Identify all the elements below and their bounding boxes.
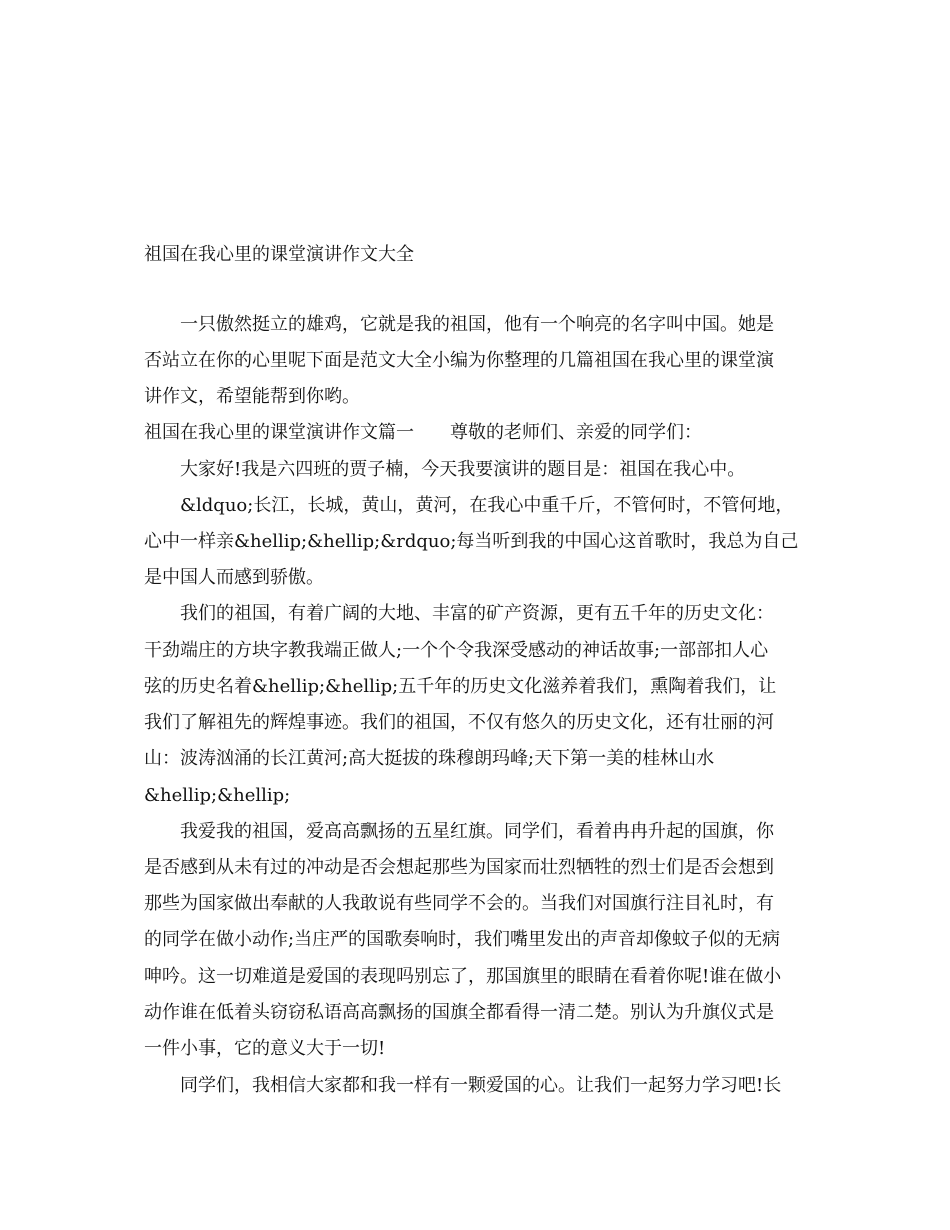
paragraph-line: 那些为国家做出奉献的人我敢说有些同学不会的。当我们对国旗行注目礼时，有 xyxy=(144,893,774,914)
section-heading: 祖国在我心里的课堂演讲作文篇一 尊敬的老师们、亲爱的同学们： xyxy=(144,422,702,443)
paragraph-line: 的同学在做小动作;当庄严的国歌奏响时，我们嘴里发出的声音却像蚊子似的无病 xyxy=(144,929,781,950)
paragraph-line: 弦的历史名着&hellip;&hellip;五千年的历史文化滋养着我们，熏陶着我们，让 xyxy=(144,676,777,697)
paragraph-line: 一只傲然挺立的雄鸡，它就是我的祖国，他有一个响亮的名字叫中国。她是 xyxy=(180,314,774,335)
paragraph-line: 动作谁在低着头窃窃私语高高飘扬的国旗全都看得一清二楚。别认为升旗仪式是 xyxy=(144,1002,774,1023)
paragraph-line: 呻吟。这一切难道是爱国的表现吗别忘了，那国旗里的眼睛在看着你呢!谁在做小 xyxy=(144,966,782,987)
paragraph-line: 干劲端庄的方块字教我端正做人;一个个令我深受感动的神话故事;一部部扣人心 xyxy=(144,640,769,661)
paragraph-line: 山：波涛汹涌的长江黄河;高大挺拔的珠穆朗玛峰;天下第一美的桂林山水 xyxy=(144,748,715,769)
paragraph-line: 是中国人而感到骄傲。 xyxy=(144,567,324,588)
paragraph-line: 我们了解祖先的辉煌事迹。我们的祖国，不仅有悠久的历史文化，还有壮丽的河 xyxy=(144,712,774,733)
paragraph-line: 讲作文，希望能帮到你哟。 xyxy=(144,386,360,407)
paragraph-line: 心中一样亲&hellip;&hellip;&rdquo;每当听到我的中国心这首歌时，我总为自己 xyxy=(144,531,799,552)
paragraph-line: &ldquo;长江，长城，黄山，黄河，在我心中重千斤，不管何时，不管何地， xyxy=(180,495,794,516)
paragraph-line: 我们的祖国，有着广阔的大地、丰富的矿产资源，更有五千年的历史文化： xyxy=(180,603,774,624)
paragraph-line: 我爱我的祖国，爱高高飘扬的五星红旗。同学们，看着冉冉升起的国旗，你 xyxy=(180,821,774,842)
paragraph-line: 否站立在你的心里呢下面是范文大全小编为你整理的几篇祖国在我心里的课堂演 xyxy=(144,350,774,371)
paragraph-line: &hellip;&hellip; xyxy=(144,785,291,806)
document-title: 祖国在我心里的课堂演讲作文大全 xyxy=(144,244,414,265)
paragraph-line: 大家好!我是六四班的贾子楠，今天我要演讲的题目是：祖国在我心中。 xyxy=(180,459,746,480)
paragraph-line: 是否感到从未有过的冲动是否会想起那些为国家而壮烈牺牲的烈士们是否会想到 xyxy=(144,857,774,878)
paragraph-line: 一件小事，它的意义大于一切! xyxy=(144,1038,386,1059)
paragraph-line: 同学们，我相信大家都和我一样有一颗爱国的心。让我们一起努力学习吧!长 xyxy=(180,1075,782,1096)
